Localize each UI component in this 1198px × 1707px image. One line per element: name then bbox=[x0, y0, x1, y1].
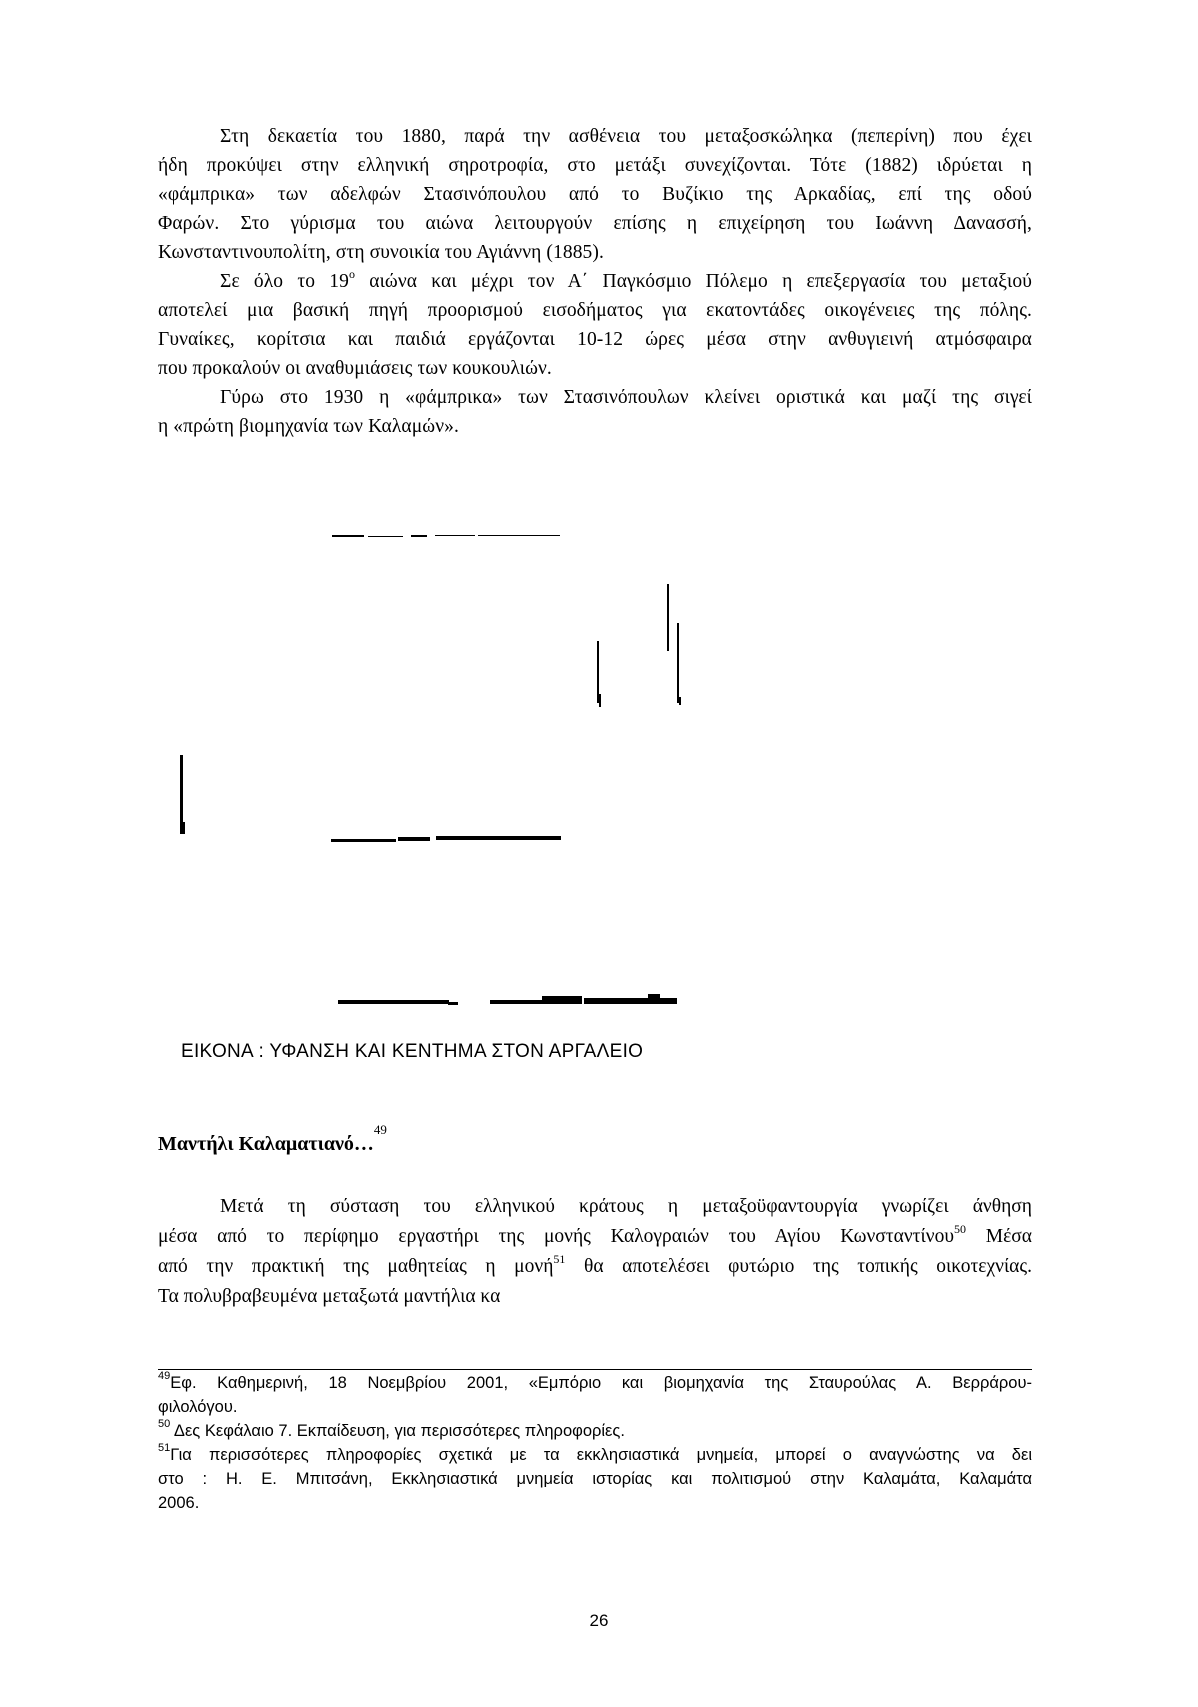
text-line: «φάμπρικα» των αδελφών Στασινόπουλου από το Βυζίκιο της Αρκαδίας, επί της οδού bbox=[158, 184, 1032, 205]
image-fragment bbox=[435, 535, 475, 536]
text-line: Γυναίκες, κορίτσια και παιδιά εργάζονται 10-12 ώρες μέσα στην ανθυγιεινή ατμόσφαιρα bbox=[158, 329, 1032, 350]
image-fragment bbox=[679, 697, 681, 705]
text-line: Τα πολυβραβευμένα μεταξωτά μαντήλια κα bbox=[158, 1286, 501, 1307]
image-fragment bbox=[332, 535, 364, 537]
footnote-line: στο : Η. Ε. Μπιτσάνη, Εκκλησιαστικά μνημεία ιστορίας και πολιτισμού στην Καλαμάτα, Καλαμάτα bbox=[158, 1470, 1032, 1488]
image-fragment bbox=[599, 694, 601, 707]
footnote-ref: 50 bbox=[953, 1221, 966, 1236]
paragraph-2 bbox=[158, 267, 1032, 383]
text-line: Γύρω στο 1930 η «φάμπρικα» των Στασινόπουλων κλείνει οριστικά και μαζί της σιγεί bbox=[220, 387, 1032, 408]
image-fragment bbox=[183, 822, 185, 834]
text-line: Στη δεκαετία του 1880, παρά την ασθένεια του μεταξοσκώληκα (πεπερίνη) που έχει bbox=[220, 126, 1032, 147]
footnote-number: 49 bbox=[158, 1369, 171, 1382]
footnote-50 bbox=[158, 1419, 1032, 1443]
text-fragment: Σε όλο το 19 bbox=[220, 271, 349, 292]
footnote-number: 51 bbox=[158, 1441, 171, 1454]
footnote-separator bbox=[158, 1369, 1032, 1370]
image-fragment bbox=[677, 623, 679, 703]
image-fragment bbox=[490, 1000, 542, 1004]
text-line: που προκαλούν οι αναθυμιάσεις των κουκουλιών. bbox=[158, 358, 552, 379]
image-fragment bbox=[542, 996, 582, 1004]
heading-text: Μαντήλι Καλαματιανό… bbox=[158, 1133, 374, 1155]
footnote-ref: 49 bbox=[373, 1122, 387, 1138]
footnote-line bbox=[158, 1371, 1032, 1395]
paragraph-1 bbox=[158, 122, 1032, 267]
footnote-line bbox=[158, 1419, 1032, 1443]
text-line bbox=[158, 1222, 1032, 1252]
text-fragment: αιώνα και μέχρι τον Α΄ Παγκόσμιο Πόλεμο η επεξεργασία του μεταξιού bbox=[355, 271, 1032, 292]
image-fragment bbox=[398, 837, 430, 841]
image-fragment bbox=[436, 836, 561, 840]
image-fragment bbox=[338, 1000, 449, 1004]
superscript: ο bbox=[348, 266, 356, 281]
figure-image bbox=[160, 530, 1030, 1015]
footnote-51 bbox=[158, 1443, 1032, 1515]
text-line: Φαρών. Στο γύρισμα του αιώνα λειτουργούν επίσης η επιχείρηση του Ιωάννη Δανασσή, bbox=[158, 213, 1032, 234]
image-fragment bbox=[411, 535, 427, 537]
footnote-line: 2006. bbox=[158, 1494, 200, 1512]
text-line bbox=[158, 267, 1032, 296]
text-fragment: θα αποτελέσει φυτώριο της τοπικής οικοτεχνίας. bbox=[565, 1256, 1032, 1277]
image-fragment bbox=[584, 998, 649, 1004]
text-line: η «πρώτη βιομηχανία των Καλαμών». bbox=[158, 416, 459, 437]
text-line: Κωνσταντινουπολίτη, στη συνοικία του Αγιάννη (1885). bbox=[158, 242, 604, 263]
page-number: 26 bbox=[589, 1611, 609, 1630]
image-fragment bbox=[667, 584, 669, 651]
footnotes bbox=[158, 1371, 1032, 1515]
paragraph-3 bbox=[158, 383, 1032, 441]
footnote-text: Δες Κεφάλαιο 7. Εκπαίδευση, για περισσότερες πληροφορίες. bbox=[170, 1422, 625, 1440]
footnote-line: φιλολόγου. bbox=[158, 1398, 238, 1416]
image-fragment bbox=[331, 839, 396, 842]
image-fragment bbox=[478, 535, 560, 536]
image-fragment bbox=[648, 994, 660, 1004]
footnote-49 bbox=[158, 1371, 1032, 1419]
text-line: αποτελεί μια βασική πηγή προορισμού εισοδήματος για εκατοντάδες οικογένειες της πόλης. bbox=[158, 300, 1032, 321]
footnote-text: Εφ. Καθημερινή, 18 Νοεμβρίου 2001, «Εμπόριο και βιομηχανία της Σταυρούλας Α. Βερράρου- bbox=[170, 1374, 1032, 1392]
text-line: Μετά τη σύσταση του ελληνικού κράτους η μεταξοϋφαντουργία γνωρίζει άνθηση bbox=[220, 1196, 1032, 1217]
text-line: ήδη προκύψει στην ελληνική σηροτροφία, στο μετάξι συνεχίζονται. Τότε (1882) ιδρύεται η bbox=[158, 155, 1032, 176]
image-fragment bbox=[448, 1002, 458, 1005]
body-text-top bbox=[158, 122, 1032, 441]
text-fragment: από την πρακτική της μαθητείας η μονή bbox=[158, 1256, 554, 1277]
text-fragment: Μέσα bbox=[965, 1226, 1032, 1247]
text-line bbox=[158, 1252, 1032, 1282]
paragraph-4 bbox=[158, 1192, 1032, 1312]
text-fragment: μέσα από το περίφημο εργαστήρι της μονής Καλογραιών του Αγίου Κωνσταντίνου bbox=[158, 1226, 954, 1247]
image-fragment bbox=[660, 998, 677, 1004]
image-fragment bbox=[368, 536, 403, 537]
footnote-ref: 51 bbox=[553, 1251, 566, 1266]
footnote-text: Για περισσότερες πληροφορίες σχετικά με τα εκκλησιαστικά μνημεία, μπορεί ο αναγνώστης να δει bbox=[170, 1446, 1032, 1464]
footnote-number: 50 bbox=[158, 1417, 171, 1430]
figure-caption: ΕΙΚΟΝΑ : ΥΦΑΝΣΗ ΚΑΙ ΚΕΝΤΗΜΑ ΣΤΟΝ ΑΡΓΑΛΕΙΟ bbox=[181, 1041, 644, 1062]
footnote-line bbox=[158, 1443, 1032, 1467]
section-heading bbox=[158, 1122, 387, 1156]
